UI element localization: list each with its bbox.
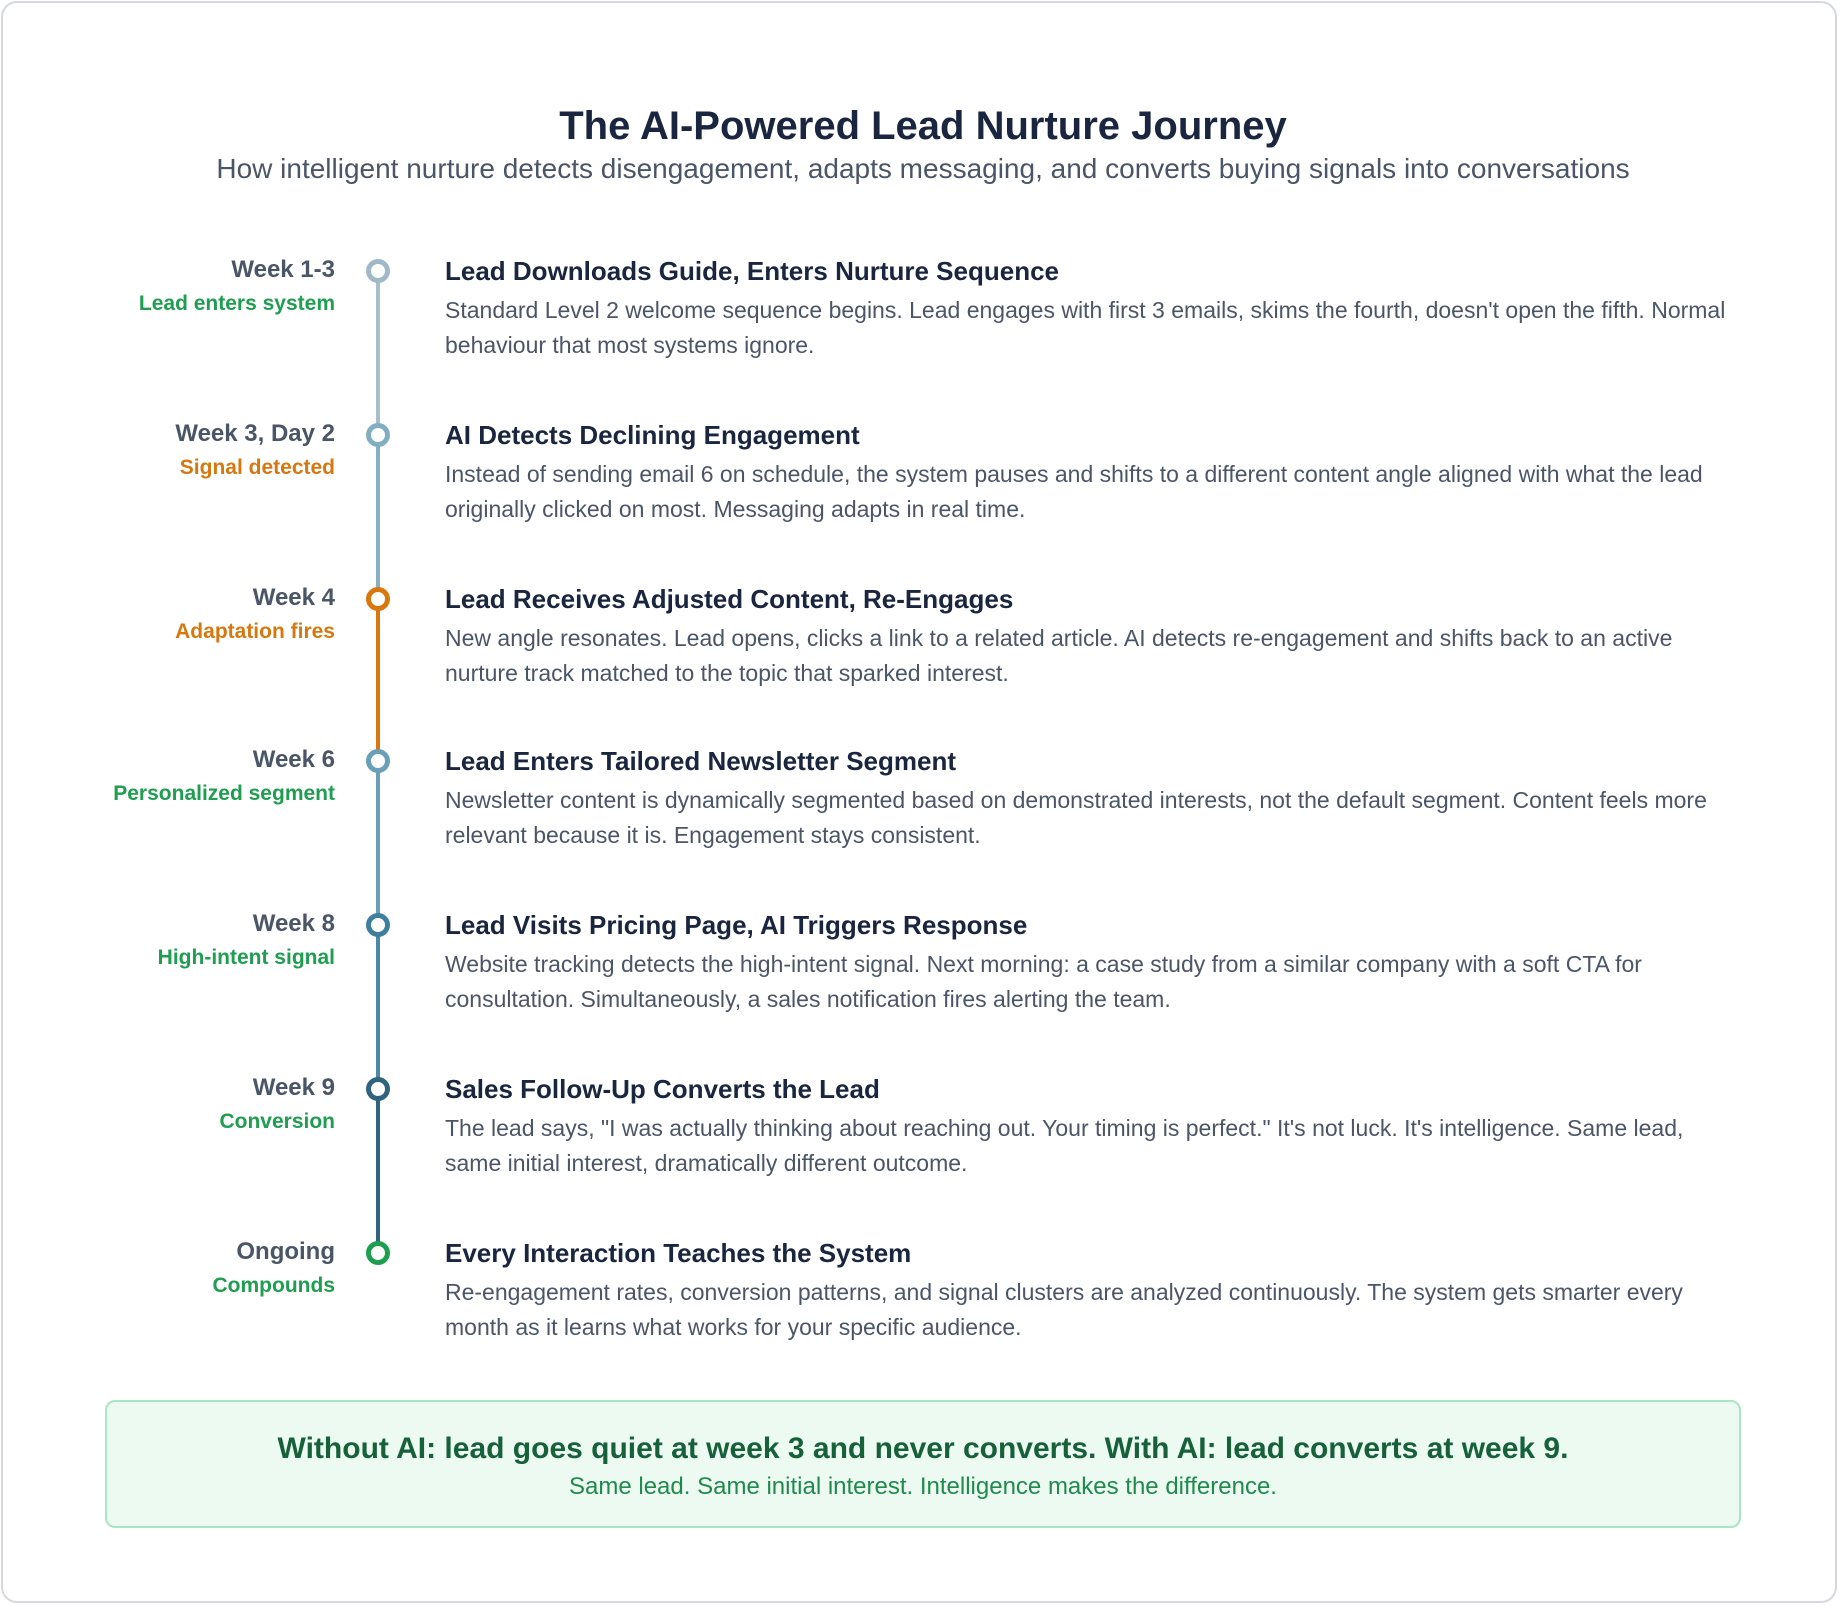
- event-title: Lead Visits Pricing Page, AI Triggers Response: [445, 910, 1028, 940]
- event-title: Sales Follow-Up Converts the Lead: [445, 1074, 880, 1104]
- event-time: Week 6: [252, 746, 335, 773]
- event-time: Week 1-3: [231, 256, 335, 283]
- timeline-node: [366, 1241, 390, 1265]
- summary-callout: [105, 1400, 1741, 1528]
- event-time: Ongoing: [236, 1238, 335, 1265]
- event-title: Lead Downloads Guide, Enters Nurture Sequence: [445, 256, 1060, 286]
- page-title: The AI-Powered Lead Nurture Journey: [559, 104, 1287, 148]
- event-description: Instead of sending email 6 on schedule, the system pauses and shifts to a different content angle aligned with what the lead originally clicked on most. Messaging adapts in real time.: [445, 461, 1703, 522]
- event-title: Lead Receives Adjusted Content, Re-Engages: [445, 584, 1014, 614]
- timeline-node: [366, 259, 390, 283]
- event-phase: Adaptation fires: [175, 620, 335, 643]
- journey-card: [1, 1, 1837, 1603]
- timeline-node: [366, 587, 390, 611]
- timeline-event-ongoing: [3, 1235, 1840, 1375]
- event-phase: High-intent signal: [157, 946, 335, 969]
- event-phase: Signal detected: [179, 456, 335, 479]
- timeline-event-week-6: [3, 743, 1840, 883]
- event-description: Website tracking detects the high-intent signal. Next morning: a case study from a similar company with a soft CTA for consultation. Simultaneously, a sales notification fires alerting the team.: [445, 951, 1642, 1012]
- timeline-node: [366, 1077, 390, 1101]
- timeline-event-week-1-3: [3, 253, 1840, 393]
- timeline-event-week-8: [3, 907, 1840, 1047]
- timeline-node: [366, 423, 390, 447]
- timeline-event-week-3-day-2: [3, 417, 1840, 557]
- callout-subtext: Same lead. Same initial interest. Intelligence makes the difference.: [569, 1473, 1277, 1500]
- event-description: Standard Level 2 welcome sequence begins. Lead engages with first 3 emails, skims the fourth, doesn't open the fifth. Normal behaviour that most systems ignore.: [445, 297, 1726, 358]
- event-description: The lead says, "I was actually thinking about reaching out. Your timing is perfect." It's not luck. It's intelligence. Same lead, same initial interest, dramatically different outcome.: [445, 1115, 1684, 1176]
- event-description: Newsletter content is dynamically segmented based on demonstrated interests, not the default segment. Content feels more relevant because it is. Engagement stays consistent.: [445, 787, 1707, 848]
- event-phase: Compounds: [212, 1274, 335, 1297]
- event-description: New angle resonates. Lead opens, clicks a link to a related article. AI detects re-engagement and shifts back to an active nurture track matched to the topic that sparked interest.: [445, 625, 1673, 686]
- event-title: Lead Enters Tailored Newsletter Segment: [445, 746, 956, 776]
- timeline-event-week-4: [3, 581, 1840, 721]
- callout-headline: Without AI: lead goes quiet at week 3 and never converts. With AI: lead converts at week 9.: [277, 1432, 1569, 1465]
- timeline-event-week-9: [3, 1071, 1840, 1211]
- event-phase: Lead enters system: [138, 292, 335, 315]
- event-time: Week 8: [252, 910, 335, 937]
- timeline-node: [366, 913, 390, 937]
- event-time: Week 3, Day 2: [175, 420, 335, 447]
- event-description: Re-engagement rates, conversion patterns, and signal clusters are analyzed continuously. The system gets smarter every month as it learns what works for your specific audience.: [445, 1279, 1683, 1340]
- event-phase: Personalized segment: [113, 782, 335, 805]
- event-time: Week 4: [252, 584, 335, 611]
- event-phase: Conversion: [219, 1110, 335, 1133]
- timeline-node: [366, 749, 390, 773]
- event-time: Week 9: [252, 1074, 335, 1101]
- event-title: AI Detects Declining Engagement: [445, 420, 860, 450]
- event-title: Every Interaction Teaches the System: [445, 1238, 912, 1268]
- page-subtitle: How intelligent nurture detects disengagement, adapts messaging, and converts buying signals into conversations: [216, 153, 1630, 184]
